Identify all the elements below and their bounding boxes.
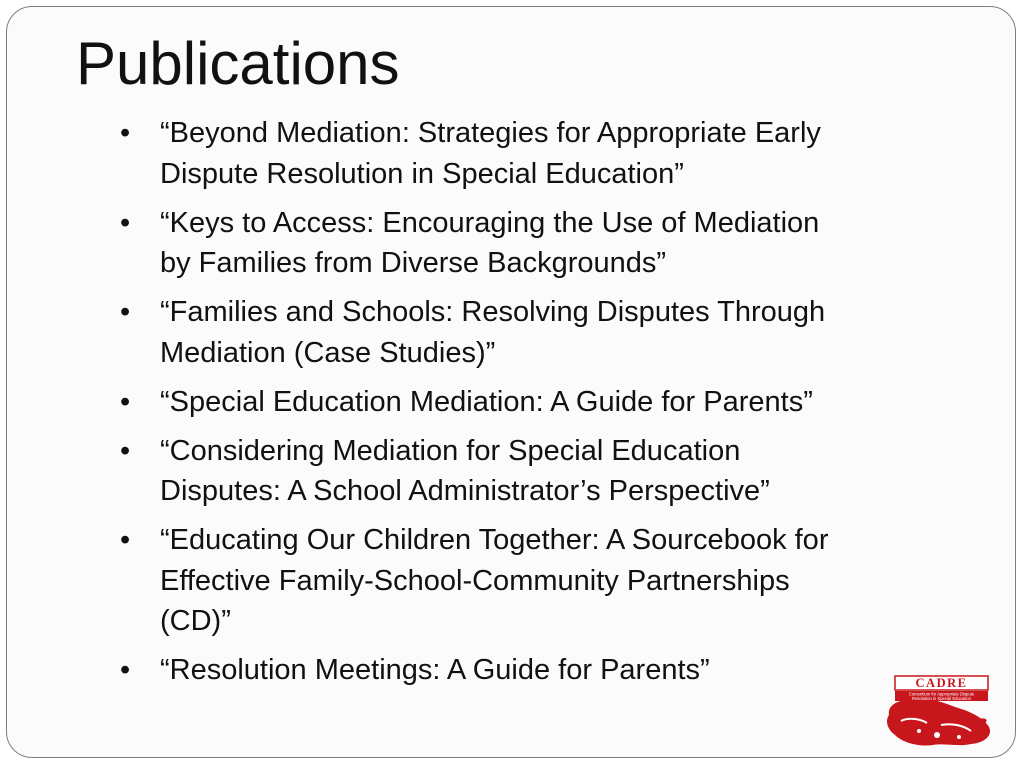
slide xyxy=(6,6,1016,758)
logo-splash-dot xyxy=(957,735,961,739)
bullet-icon: • xyxy=(120,434,131,467)
logo-splash-icon xyxy=(887,695,990,745)
list-item xyxy=(116,292,966,373)
list-item-text: “Keys to Access: Encouraging the Use of Mediation xyxy=(160,206,820,239)
list-item xyxy=(116,382,966,423)
list-item-text: “Resolution Meetings: A Guide for Parents” xyxy=(160,654,710,686)
list-item xyxy=(116,431,966,512)
bullet-icon: • xyxy=(120,385,131,418)
bullet-icon: • xyxy=(120,654,131,686)
bullet-icon: • xyxy=(120,296,131,328)
logo-splash-dot xyxy=(917,729,921,733)
logo-splash-shape xyxy=(887,699,990,746)
list-item-text: by Families from Diverse Backgrounds” xyxy=(160,247,667,279)
publication-list xyxy=(116,113,966,699)
list-item xyxy=(116,113,966,194)
list-item-text: “Families and Schools: Resolving Disputes Through xyxy=(160,296,826,328)
list-item-text: Mediation (Case Studies)” xyxy=(160,336,496,369)
list-item xyxy=(116,650,966,691)
list-item xyxy=(116,520,966,642)
list-item-text: Disputes: A School Administrator’s Perspective” xyxy=(160,475,770,507)
cadre-logo xyxy=(879,663,995,749)
list-item-text: “Special Education Mediation: A Guide for Parents” xyxy=(160,385,813,418)
list-item-text: “Beyond Mediation: Strategies for Appropriate Early xyxy=(160,117,821,149)
logo-subtitle-line2: Resolution in Special Education xyxy=(912,696,971,701)
list-item-text: “Educating Our Children Together: A Sourcebook for xyxy=(160,524,829,556)
list-item-text: (CD)” xyxy=(160,605,231,637)
bullet-icon: • xyxy=(120,206,131,239)
list-item-text: “Considering Mediation for Special Education xyxy=(160,434,741,467)
slide-title: Publications xyxy=(76,30,400,97)
logo-subtitle-line1: Consortium for Appropriate Dispute xyxy=(908,691,975,697)
bullet-icon: • xyxy=(120,117,131,149)
logo-name: CADRE xyxy=(915,676,968,690)
logo-splash-dot xyxy=(934,732,940,738)
bullet-icon: • xyxy=(120,524,131,556)
list-item-text: Dispute Resolution in Special Education” xyxy=(160,157,684,190)
list-item-text: Effective Family-School-Community Partnerships xyxy=(160,564,790,597)
list-item xyxy=(116,203,966,284)
